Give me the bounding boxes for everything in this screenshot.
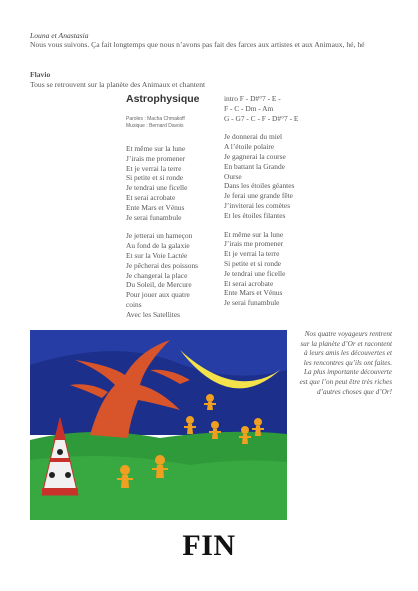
lyrics-left-line: Et sur la Voie Lactée bbox=[126, 250, 188, 260]
illustration-drawing bbox=[30, 330, 287, 520]
end-title: FIN bbox=[182, 529, 236, 562]
lyrics-left-line: Je jetterai un hameçon bbox=[126, 231, 193, 241]
illustration-caption: Nos quatre voyageurs rentrent sur la planète d’Or et racontent à leurs amis les découvertes et les rencontres qu’ils ont faites. La plus importante découverte est que l’on peut être très riches d’autres choses que d’Or! bbox=[299, 330, 392, 396]
lyrics-right-line: A l’étoile polaire bbox=[224, 142, 275, 152]
lyrics-right-line: Et même sur la lune bbox=[224, 229, 284, 239]
lyrics-right-line: Et serai acrobate bbox=[224, 278, 274, 288]
lyrics-left-line: Et serai acrobate bbox=[126, 192, 176, 202]
stanza-gap bbox=[126, 222, 198, 231]
lyrics-left-line: Pour jouer aux quatre bbox=[126, 290, 190, 300]
lyrics-left-line: Je tendrai une ficelle bbox=[126, 183, 188, 193]
lyrics-right-line: En battant la Grande bbox=[224, 161, 285, 171]
lyrics-right-line: intro F - D#°7 - E - bbox=[224, 94, 281, 103]
speaker-louna-anastasia: Louna et Anastasia bbox=[30, 31, 89, 40]
lyrics-right-line: Je tendrai une ficelle bbox=[224, 268, 286, 278]
lyrics-right-line: Dans les étoiles géantes bbox=[224, 181, 295, 191]
lyrics-left-line: Ente Mars et Vénus bbox=[126, 202, 185, 212]
dialogue-text-1: Nous vous suivons. Ça fait longtemps que nous n’avons pas fait des farces aux artistes et aux Animaux, hé, hé bbox=[30, 40, 365, 49]
lyrics-left-line: coins bbox=[126, 299, 142, 309]
lyrics-left-line: Si petite et si ronde bbox=[126, 173, 184, 183]
lyrics-left-line: Je changerai la place bbox=[126, 270, 188, 280]
lyrics-right-line: Je serai funambule bbox=[224, 298, 280, 308]
lyrics-right-line: J’irais me promener bbox=[224, 239, 284, 249]
dialogue-text-2: Tous se retrouvent sur la planète des Animaux et chantent bbox=[30, 80, 206, 89]
lyrics-left-line: Je pêcherai des poissons bbox=[126, 260, 199, 270]
lyrics-right-line: Je ferai une grande fête bbox=[224, 191, 293, 201]
lyrics-right-line: F - C - Dm - Am bbox=[224, 103, 274, 113]
lyrics-right-line: Si petite et si ronde bbox=[224, 258, 282, 268]
lyrics-right-line: Je donnerai du miel bbox=[224, 132, 283, 142]
lyrics-left-line: J’irais me promener bbox=[126, 153, 186, 163]
lyrics-right-line: Ente Mars et Vénus bbox=[224, 288, 283, 298]
credit-music: Musique : Bernard Davois bbox=[126, 123, 184, 129]
illustration-svg bbox=[30, 330, 287, 520]
lyrics-left-column bbox=[126, 144, 198, 320]
lyrics-right-line: Et les étoiles filantes bbox=[224, 210, 286, 220]
lyrics-left-line: Et même sur la lune bbox=[126, 144, 186, 153]
stanza-gap bbox=[224, 221, 298, 230]
lyrics-right-line: Je gagnerai la course bbox=[224, 151, 286, 161]
speaker-flavio: Flavio bbox=[30, 70, 51, 79]
lyrics-left-line: Du Soleil, de Mercure bbox=[126, 280, 192, 290]
lyrics-left-line: Je serai funambule bbox=[126, 212, 182, 222]
lyrics-right-line: G - G7 - C - F - D#°7 - E bbox=[224, 113, 299, 123]
lyrics-left-line: Et je verrai la terre bbox=[126, 163, 182, 173]
lyrics-right-line: Ourse bbox=[224, 171, 242, 181]
lyrics-left-line: Au fond de la galaxie bbox=[126, 241, 190, 251]
lyrics-right-column bbox=[224, 94, 298, 308]
lyrics-right-line: Et je verrai la terre bbox=[224, 249, 280, 259]
credit-lyrics: Paroles : Macha Chmakoff bbox=[126, 116, 185, 122]
song-credits bbox=[126, 116, 185, 130]
lyrics-left-line: Avec les Satellites bbox=[126, 309, 181, 319]
stanza-gap bbox=[224, 123, 298, 132]
lyrics-right-line: J’inviterai les comètes bbox=[224, 200, 291, 210]
song-title: Astrophysique bbox=[126, 93, 200, 105]
